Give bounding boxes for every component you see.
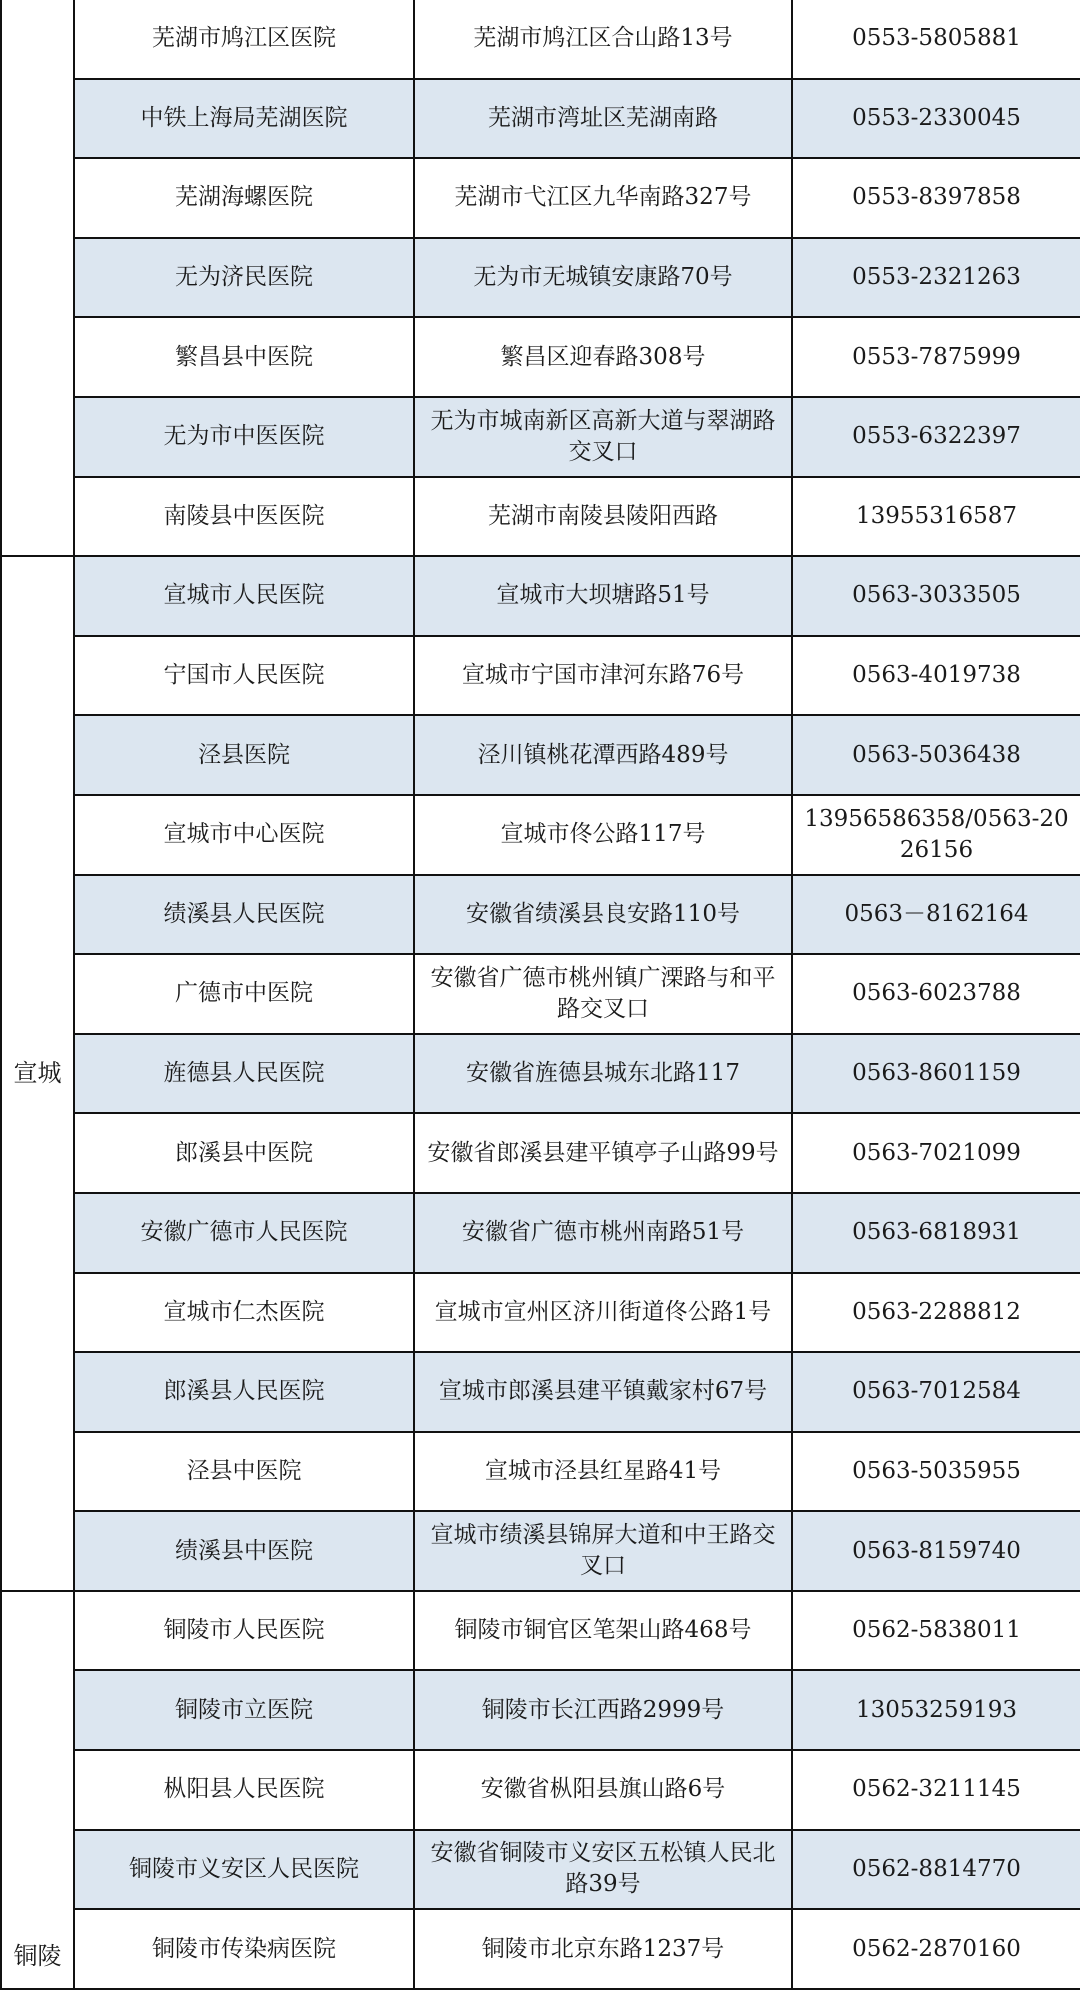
address-cell: 安徽省广德市桃州镇广溧路与和平路交叉口 [414, 954, 792, 1034]
address-cell: 安徽省枞阳县旗山路6号 [414, 1750, 792, 1830]
hospital-name-cell: 安徽广德市人民医院 [74, 1193, 414, 1273]
address-cell: 芜湖市弋江区九华南路327号 [414, 158, 792, 238]
table-row [1, 1273, 1080, 1353]
address-cell: 安徽省广德市桃州南路51号 [414, 1193, 792, 1273]
phone-cell: 0553-2321263 [792, 238, 1080, 318]
hospital-name-cell: 繁昌县中医院 [74, 317, 414, 397]
hospital-name-cell: 绩溪县中医院 [74, 1511, 414, 1591]
address-cell: 宣城市泾县红星路41号 [414, 1432, 792, 1512]
table-row [1, 795, 1080, 875]
phone-cell: 0563-6023788 [792, 954, 1080, 1034]
address-cell: 芜湖市湾址区芜湖南路 [414, 79, 792, 159]
table-row [1, 1591, 1080, 1671]
address-cell: 芜湖市南陵县陵阳西路 [414, 477, 792, 557]
table-row [1, 397, 1080, 477]
table-row [1, 79, 1080, 159]
table-row [1, 556, 1080, 636]
table-row [1, 875, 1080, 955]
hospital-name-cell: 枞阳县人民医院 [74, 1750, 414, 1830]
phone-cell: 0563-7021099 [792, 1113, 1080, 1193]
hospital-name-cell: 宣城市中心医院 [74, 795, 414, 875]
hospital-name-cell: 无为济民医院 [74, 238, 414, 318]
address-cell: 铜陵市北京东路1237号 [414, 1909, 792, 1989]
address-cell: 宣城市宣州区济川街道佟公路1号 [414, 1273, 792, 1353]
hospital-name-cell: 铜陵市立医院 [74, 1670, 414, 1750]
address-cell: 繁昌区迎春路308号 [414, 317, 792, 397]
hospital-table-body [1, 0, 1080, 1989]
address-cell: 铜陵市铜官区笔架山路468号 [414, 1591, 792, 1671]
hospital-name-cell: 郎溪县人民医院 [74, 1352, 414, 1432]
table-row [1, 158, 1080, 238]
table-row [1, 1909, 1080, 1989]
phone-cell: 0562-3211145 [792, 1750, 1080, 1830]
hospital-name-cell: 南陵县中医医院 [74, 477, 414, 557]
phone-cell: 0553-2330045 [792, 79, 1080, 159]
table-row [1, 238, 1080, 318]
phone-cell: 0553-6322397 [792, 397, 1080, 477]
hospital-name-cell: 铜陵市传染病医院 [74, 1909, 414, 1989]
address-cell: 宣城市郎溪县建平镇戴家村67号 [414, 1352, 792, 1432]
region-cell: 宣城 [1, 556, 74, 1591]
hospital-name-cell: 广德市中医院 [74, 954, 414, 1034]
phone-cell: 13956586358/0563-2026156 [792, 795, 1080, 875]
address-cell: 无为市无城镇安康路70号 [414, 238, 792, 318]
table-row [1, 1830, 1080, 1910]
hospital-name-cell: 芜湖海螺医院 [74, 158, 414, 238]
phone-cell: 0562-2870160 [792, 1909, 1080, 1989]
hospital-name-cell: 泾县中医院 [74, 1432, 414, 1512]
phone-cell: 0562-5838011 [792, 1591, 1080, 1671]
phone-cell: 0563-2288812 [792, 1273, 1080, 1353]
hospital-name-cell: 泾县医院 [74, 715, 414, 795]
table-row [1, 477, 1080, 557]
phone-cell: 0563-5036438 [792, 715, 1080, 795]
address-cell: 泾川镇桃花潭西路489号 [414, 715, 792, 795]
phone-cell: 0563-3033505 [792, 556, 1080, 636]
region-cell: 铜陵 [1, 1591, 74, 1989]
region-cell [1, 0, 74, 556]
address-cell: 无为市城南新区高新大道与翠湖路交叉口 [414, 397, 792, 477]
address-cell: 宣城市宁国市津河东路76号 [414, 636, 792, 716]
phone-cell: 0563-7012584 [792, 1352, 1080, 1432]
phone-cell: 0563-8159740 [792, 1511, 1080, 1591]
phone-cell: 0563－8162164 [792, 875, 1080, 955]
phone-cell: 0563-4019738 [792, 636, 1080, 716]
table-row [1, 1034, 1080, 1114]
table-row [1, 954, 1080, 1034]
address-cell: 安徽省绩溪县良安路110号 [414, 875, 792, 955]
phone-cell: 0553-5805881 [792, 0, 1080, 79]
phone-cell: 0563-5035955 [792, 1432, 1080, 1512]
address-cell: 安徽省铜陵市义安区五松镇人民北路39号 [414, 1830, 792, 1910]
address-cell: 安徽省郎溪县建平镇亭子山路99号 [414, 1113, 792, 1193]
table-row [1, 715, 1080, 795]
address-cell: 宣城市大坝塘路51号 [414, 556, 792, 636]
hospital-name-cell: 芜湖市鸠江区医院 [74, 0, 414, 79]
hospital-name-cell: 铜陵市人民医院 [74, 1591, 414, 1671]
address-cell: 宣城市绩溪县锦屏大道和中王路交叉口 [414, 1511, 792, 1591]
table-row [1, 1511, 1080, 1591]
hospital-name-cell: 郎溪县中医院 [74, 1113, 414, 1193]
phone-cell: 0562-8814770 [792, 1830, 1080, 1910]
phone-cell: 0563-6818931 [792, 1193, 1080, 1273]
address-cell: 铜陵市长江西路2999号 [414, 1670, 792, 1750]
table-row [1, 1193, 1080, 1273]
hospital-name-cell: 宣城市人民医院 [74, 556, 414, 636]
hospital-name-cell: 旌德县人民医院 [74, 1034, 414, 1114]
phone-cell: 0553-7875999 [792, 317, 1080, 397]
table-row [1, 0, 1080, 79]
phone-cell: 13053259193 [792, 1670, 1080, 1750]
table-row [1, 1113, 1080, 1193]
address-cell: 宣城市佟公路117号 [414, 795, 792, 875]
table-row [1, 636, 1080, 716]
table-row [1, 1432, 1080, 1512]
table-row [1, 317, 1080, 397]
hospital-name-cell: 宣城市仁杰医院 [74, 1273, 414, 1353]
address-cell: 安徽省旌德县城东北路117 [414, 1034, 792, 1114]
hospital-name-cell: 无为市中医医院 [74, 397, 414, 477]
hospital-name-cell: 铜陵市义安区人民医院 [74, 1830, 414, 1910]
hospital-name-cell: 绩溪县人民医院 [74, 875, 414, 955]
phone-cell: 13955316587 [792, 477, 1080, 557]
phone-cell: 0553-8397858 [792, 158, 1080, 238]
phone-cell: 0563-8601159 [792, 1034, 1080, 1114]
table-row [1, 1750, 1080, 1830]
table-row [1, 1670, 1080, 1750]
address-cell: 芜湖市鸠江区合山路13号 [414, 0, 792, 79]
hospital-name-cell: 中铁上海局芜湖医院 [74, 79, 414, 159]
hospital-name-cell: 宁国市人民医院 [74, 636, 414, 716]
table-row [1, 1352, 1080, 1432]
